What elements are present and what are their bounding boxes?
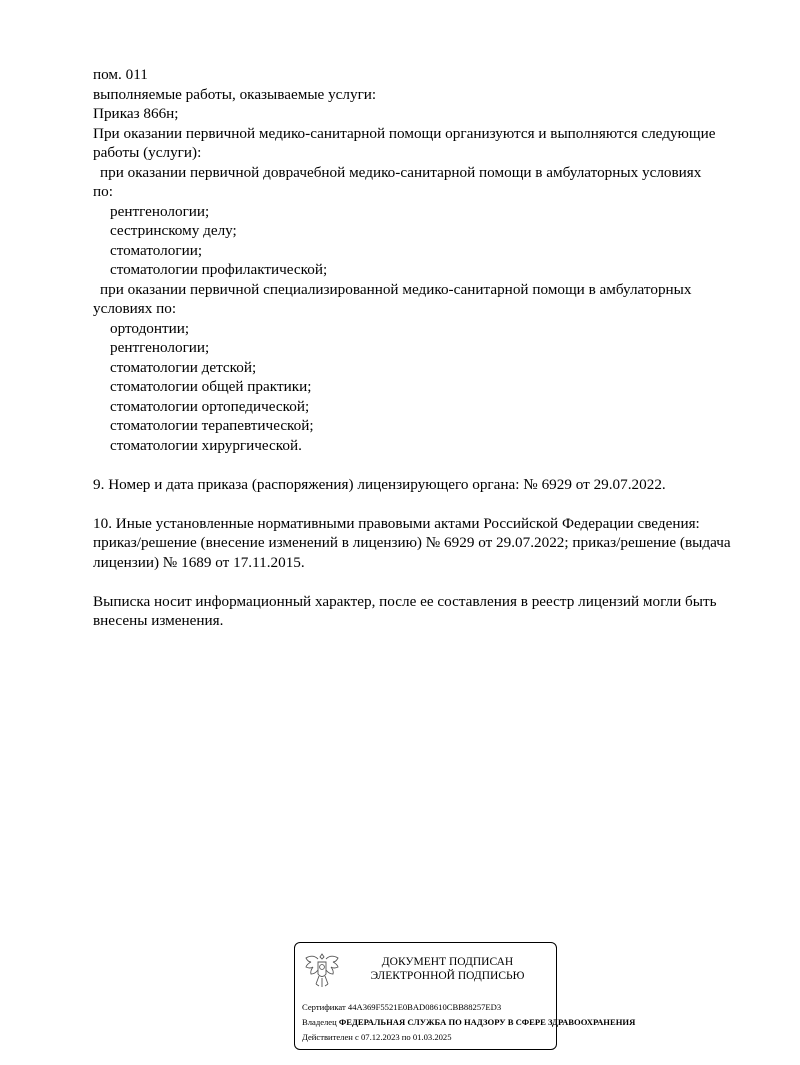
disclaimer-line-1: Выписка носит информационный характер, после ее составления в реестр лицензий могли быть xyxy=(93,592,717,610)
spacer xyxy=(93,455,773,475)
group1-title-line-2: по: xyxy=(93,183,113,200)
document-body xyxy=(93,65,773,631)
certificate-line xyxy=(302,1000,556,1015)
certificate-label: Сертификат xyxy=(302,1002,346,1012)
order-ref: Приказ 866н; xyxy=(93,105,179,122)
list-item: рентгенологии; xyxy=(110,339,210,356)
section-10-line-1: 10. Иные установленные нормативными правовыми актами Российской Федерации сведения: xyxy=(93,514,700,532)
list-item: стоматологии общей практики; xyxy=(110,378,312,395)
certificate-id: 44A369F5521E0BAD08610CBB88257ED3 xyxy=(347,1002,502,1012)
list-item: стоматологии терапевтической; xyxy=(110,417,314,434)
section-9: 9. Номер и дата приказа (распоряжения) лицензирующего органа: № 6929 от 29.07.2022. xyxy=(93,475,666,493)
stamp-title-line-1: ДОКУМЕНТ ПОДПИСАН xyxy=(381,956,514,968)
services-intro-line-2: работы (услуги): xyxy=(93,144,202,161)
spacer xyxy=(93,494,773,514)
list-item: ортодонтии; xyxy=(110,319,190,337)
group2-title-line-2: условиях по: xyxy=(93,300,177,317)
services-intro-line-1: При оказании первичной медико-санитарной помощи организуются и выполняются следующие xyxy=(93,124,716,142)
list-item: стоматологии; xyxy=(110,241,203,259)
list-item: стоматологии ортопедической; xyxy=(110,397,310,415)
section-10-line-2: приказ/решение (внесение изменений в лицензию) № 6929 от 29.07.2022; приказ/решение (выдача xyxy=(93,534,731,551)
list-item: стоматологии хирургической. xyxy=(110,436,302,454)
list-item: сестринскому делу; xyxy=(110,222,237,239)
validity-line: Действителен с 07.12.2023 по 01.03.2025 xyxy=(302,1032,452,1042)
owner-name: ФЕДЕРАЛЬНАЯ СЛУЖБА ПО НАДЗОРУ В СФЕРЕ ЗДРАВООХРАНЕНИЯ xyxy=(338,1017,636,1027)
digital-signature-stamp xyxy=(294,942,636,1050)
owner-label: Владелец xyxy=(302,1017,337,1027)
owner-line xyxy=(302,1015,636,1030)
premises-line: пом. 011 xyxy=(93,66,148,83)
stamp-title xyxy=(345,955,550,983)
stamp-details xyxy=(302,1000,636,1045)
spacer xyxy=(93,572,773,592)
list-item: стоматологии детской; xyxy=(110,358,257,376)
list-item: стоматологии профилактической; xyxy=(110,261,328,278)
coat-of-arms-icon xyxy=(304,950,340,990)
works-heading: выполняемые работы, оказываемые услуги: xyxy=(93,85,377,103)
disclaimer-line-2: внесены изменения. xyxy=(93,612,224,629)
list-item: рентгенологии; xyxy=(110,202,210,220)
group1-title-line-1: при оказании первичной доврачебной медико-санитарной помощи в амбулаторных условиях xyxy=(100,163,702,181)
stamp-title-line-2: ЭЛЕКТРОННОЙ ПОДПИСЬЮ xyxy=(370,970,525,982)
section-10-line-3: лицензии) № 1689 от 17.11.2015. xyxy=(93,553,305,571)
group2-title-line-1: при оказании первичной специализированной медико-санитарной помощи в амбулаторных xyxy=(100,280,692,298)
